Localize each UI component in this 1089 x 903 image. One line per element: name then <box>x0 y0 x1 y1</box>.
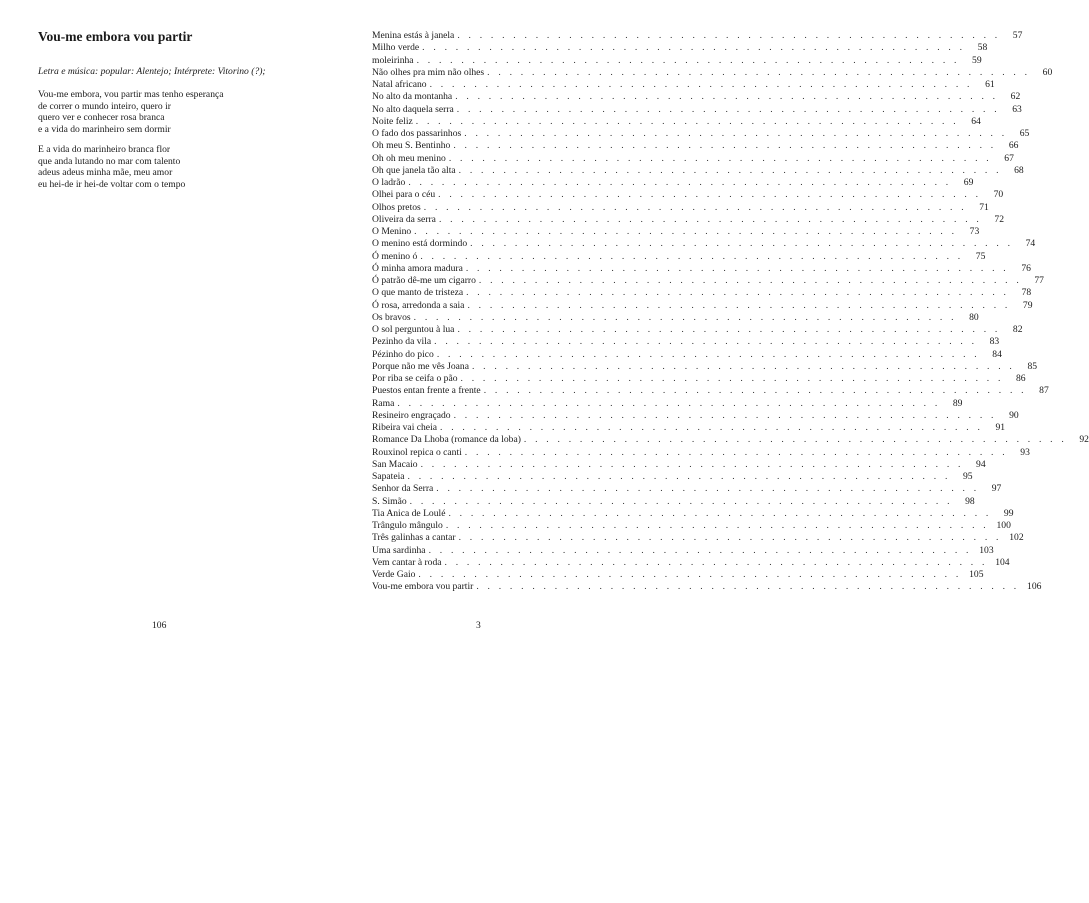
toc-entry-page: 74 <box>1025 238 1036 250</box>
toc-dot-leader: . . . . . . . . . . . . . . . . . . . . . . . . . . . . . . . . . . . . . . . . . . . . . . . . . <box>418 569 962 580</box>
right-page-number: 3 <box>476 620 481 631</box>
toc-dot-leader: . . . . . . . . . . . . . . . . . . . . . . . . . . . . . . . . . . . . . . . . . . . . . . . . . <box>467 299 1011 311</box>
toc-entry[interactable] <box>372 532 1024 544</box>
toc-dot-leader: . . . . . . . . . . . . . . . . . . . . . . . . . . . . . . . . . . . . . . . . . . . . . . . . . <box>436 483 980 495</box>
toc-entry-title: O Menino <box>372 226 414 238</box>
toc-entry-page: 100 <box>996 520 1011 531</box>
toc-entry-page: 67 <box>1004 152 1014 164</box>
verse-line: E a vida do marinheiro branca flor <box>38 144 171 155</box>
toc-dot-leader: . . . . . . . . . . . . . . . . . . . . . . . . . . . . . . . . . . . . . . . . . . . . . . . . . <box>397 397 941 409</box>
toc-entry-page: 99 <box>1003 507 1014 519</box>
toc-entry[interactable] <box>372 520 1011 532</box>
toc-entry[interactable] <box>372 152 1014 165</box>
toc-entry[interactable] <box>372 213 1004 226</box>
toc-entry-title: O que manto de tristeza <box>372 287 466 299</box>
verse-line: de correr o mundo inteiro, quero ir <box>38 100 171 112</box>
toc-entry[interactable] <box>372 140 1019 152</box>
toc-dot-leader: . . . . . . . . . . . . . . . . . . . . . . . . . . . . . . . . . . . . . . . . . . . . . . . . . <box>416 54 960 66</box>
toc-entry-page: 103 <box>979 544 994 556</box>
toc-entry-title: Puestos entan frente a frente <box>372 385 484 397</box>
toc-entry-page: 90 <box>1009 409 1019 421</box>
toc-entry-title: Noite feliz <box>372 116 416 128</box>
toc-entry-title: Por riba se ceifa o pão <box>372 373 461 385</box>
toc-entry[interactable] <box>372 556 1010 569</box>
verse-line: e a vida do marinheiro sem dormir <box>38 123 171 135</box>
verse-line: que anda lutando no mar com talento <box>38 155 181 167</box>
toc-entry[interactable] <box>372 581 1042 593</box>
toc-entry-page: 60 <box>1042 66 1053 78</box>
toc-entry[interactable] <box>372 201 989 214</box>
toc-entry-title: Tia Anica de Loulé <box>372 508 448 520</box>
toc-dot-leader: . . . . . . . . . . . . . . . . . . . . . . . . . . . . . . . . . . . . . . . . . . . . . . . . . <box>458 164 1002 176</box>
toc-entry-page: 76 <box>1021 262 1031 274</box>
toc-dot-leader: . . . . . . . . . . . . . . . . . . . . . . . . . . . . . . . . . . . . . . . . . . . . . . . . . <box>438 213 982 225</box>
toc-entry-title: No alto da montanha <box>372 91 455 103</box>
toc-dot-leader: . . . . . . . . . . . . . . . . . . . . . . . . . . . . . . . . . . . . . . . . . . . . . . . . . <box>448 152 992 164</box>
toc-entry-page: 97 <box>991 483 1002 495</box>
toc-dot-leader: . . . . . . . . . . . . . . . . . . . . . . . . . . . . . . . . . . . . . . . . . . . . . . . . . <box>476 581 1020 593</box>
toc-entry-title: Oliveira da serra <box>372 214 439 226</box>
toc-dot-leader: . . . . . . . . . . . . . . . . . . . . . . . . . . . . . . . . . . . . . . . . . . . . . . . . . <box>407 471 951 482</box>
toc-dot-leader: . . . . . . . . . . . . . . . . . . . . . . . . . . . . . . . . . . . . . . . . . . . . . . . . . <box>409 495 953 507</box>
toc-dot-leader: . . . . . . . . . . . . . . . . . . . . . . . . . . . . . . . . . . . . . . . . . . . . . . . . . <box>466 287 1010 299</box>
toc-entry[interactable] <box>372 360 1038 373</box>
toc-entry-title: Romance Da Lhoba (romance da loba) <box>372 434 524 446</box>
toc-entry-title: Senhor da Serra <box>372 483 436 495</box>
toc-entry[interactable] <box>372 42 988 54</box>
toc-dot-leader: . . . . . . . . . . . . . . . . . . . . . . . . . . . . . . . . . . . . . . . . . . . . . . . . . <box>464 128 1008 139</box>
toc-entry-page: 69 <box>963 177 974 188</box>
toc-entry[interactable] <box>372 397 963 410</box>
toc-entry-title: Rouxinol repica o canti <box>372 447 465 459</box>
toc-entry[interactable] <box>372 507 1014 520</box>
toc-entry[interactable] <box>372 79 995 91</box>
toc-entry-page: 86 <box>1015 373 1026 384</box>
toc-entry-title: Oh oh meu menino <box>372 153 449 165</box>
toc-dot-leader: . . . . . . . . . . . . . . . . . . . . . . . . . . . . . . . . . . . . . . . . . . . . . . . . . <box>414 226 958 237</box>
toc-dot-leader: . . . . . . . . . . . . . . . . . . . . . . . . . . . . . . . . . . . . . . . . . . . . . . . . . <box>487 66 1031 78</box>
toc-dot-leader: . . . . . . . . . . . . . . . . . . . . . . . . . . . . . . . . . . . . . . . . . . . . . . . . . <box>445 520 989 531</box>
toc-entry[interactable] <box>372 483 1002 495</box>
toc-entry[interactable] <box>372 238 1036 250</box>
toc-entry-page: 63 <box>1012 103 1022 115</box>
toc-dot-leader: . . . . . . . . . . . . . . . . . . . . . . . . . . . . . . . . . . . . . . . . . . . . . . . . . <box>428 544 972 556</box>
toc-entry[interactable] <box>372 409 1019 422</box>
toc-entry-title: Porque não me vês Joana <box>372 361 472 373</box>
toc-entry-title: O menino está dormindo <box>372 238 470 250</box>
toc-dot-leader: . . . . . . . . . . . . . . . . . . . . . . . . . . . . . . . . . . . . . . . . . . . . . . . . . <box>465 262 1009 274</box>
toc-entry[interactable] <box>372 385 1049 397</box>
toc-entry-title: Não olhes pra mim não olhes <box>372 67 487 79</box>
toc-entry-page: 95 <box>962 471 973 482</box>
toc-dot-leader: . . . . . . . . . . . . . . . . . . . . . . . . . . . . . . . . . . . . . . . . . . . . . . . . . <box>464 446 1008 458</box>
toc-dot-leader: . . . . . . . . . . . . . . . . . . . . . . . . . . . . . . . . . . . . . . . . . . . . . . . . . <box>453 140 997 152</box>
toc-entry-page: 94 <box>976 458 986 470</box>
toc-entry-title: Olhei para o céu <box>372 189 438 201</box>
toc-entry-title: Ó patrão dê-me um cigarro <box>372 275 479 287</box>
toc-dot-leader: . . . . . . . . . . . . . . . . . . . . . . . . . . . . . . . . . . . . . . . . . . . . . . . . . <box>471 360 1016 372</box>
toc-dot-leader: . . . . . . . . . . . . . . . . . . . . . . . . . . . . . . . . . . . . . . . . . . . . . . . . . <box>434 336 978 348</box>
toc-dot-leader: . . . . . . . . . . . . . . . . . . . . . . . . . . . . . . . . . . . . . . . . . . . . . . . . . <box>457 30 1001 41</box>
toc-entry-page: 64 <box>971 115 981 127</box>
toc-entry-page: 82 <box>1012 324 1023 335</box>
toc-dot-leader: . . . . . . . . . . . . . . . . . . . . . . . . . . . . . . . . . . . . . . . . . . . . . . . . . <box>429 79 973 90</box>
verse-line: eu hei-de ir hei-de voltar com o tempo <box>38 178 186 190</box>
toc-entry-title: O fado dos passarinhos <box>372 128 464 140</box>
toc-entry[interactable] <box>372 287 1032 299</box>
toc-entry[interactable] <box>372 299 1033 312</box>
toc-entry-page: 62 <box>1010 91 1021 103</box>
verse-line: Vou-me embora, vou partir mas tenho esperança <box>38 89 224 100</box>
toc-dot-leader: . . . . . . . . . . . . . . . . . . . . . . . . . . . . . . . . . . . . . . . . . . . . . . . . . <box>448 507 992 519</box>
toc-dot-leader: . . . . . . . . . . . . . . . . . . . . . . . . . . . . . . . . . . . . . . . . . . . . . . . . . <box>523 434 1067 446</box>
toc-entry-page: 93 <box>1020 446 1030 458</box>
toc-entry-title: Oh que janela tão alta <box>372 165 459 177</box>
toc-entry-title: Pezinho da vila <box>372 336 434 348</box>
verse-line: adeus adeus minha mãe, meu amor <box>38 167 173 178</box>
table-of-contents <box>372 30 1089 594</box>
toc-entry-page: 78 <box>1021 287 1032 299</box>
toc-dot-leader: . . . . . . . . . . . . . . . . . . . . . . . . . . . . . . . . . . . . . . . . . . . . . . . . . <box>413 311 957 323</box>
toc-dot-leader: . . . . . . . . . . . . . . . . . . . . . . . . . . . . . . . . . . . . . . . . . . . . . . . . . <box>420 250 964 262</box>
toc-entry-page: 68 <box>1014 164 1024 176</box>
right-page <box>372 30 1089 594</box>
toc-entry[interactable] <box>372 275 1044 287</box>
toc-entry-title: Oh meu S. Bentinho <box>372 140 453 152</box>
toc-entry-page: 70 <box>993 189 1004 201</box>
toc-entry-title: S. Simão <box>372 496 410 508</box>
toc-entry[interactable] <box>372 544 994 557</box>
toc-entry[interactable] <box>372 262 1031 275</box>
toc-entry[interactable] <box>372 311 979 324</box>
toc-entry-title: Trângulo mângulo <box>372 520 446 532</box>
toc-entry-title: Rama <box>372 398 397 410</box>
toc-entry-page: 75 <box>975 250 986 262</box>
toc-entry-title: Vou-me embora vou partir <box>372 581 476 593</box>
toc-entry-title: moleirinha <box>372 55 417 67</box>
toc-entry-title: Ó rosa, arredonda a saia <box>372 300 467 312</box>
toc-dot-leader: . . . . . . . . . . . . . . . . . . . . . . . . . . . . . . . . . . . . . . . . . . . . . . . . . <box>453 409 997 421</box>
toc-entry[interactable] <box>372 164 1024 177</box>
toc-entry-title: San Macaio <box>372 459 421 471</box>
toc-dot-leader: . . . . . . . . . . . . . . . . . . . . . . . . . . . . . . . . . . . . . . . . . . . . . . . . . <box>422 42 966 54</box>
toc-entry-title: Ribeira vai cheia <box>372 422 440 434</box>
toc-dot-leader: . . . . . . . . . . . . . . . . . . . . . . . . . . . . . . . . . . . . . . . . . . . . . . . . . <box>420 458 964 470</box>
toc-entry[interactable] <box>372 91 1021 103</box>
toc-entry-page: 65 <box>1019 128 1030 139</box>
toc-dot-leader: . . . . . . . . . . . . . . . . . . . . . . . . . . . . . . . . . . . . . . . . . . . . . . . . . <box>478 275 1022 286</box>
toc-entry[interactable] <box>372 250 986 263</box>
toc-entry[interactable] <box>372 458 986 471</box>
toc-entry-title: Ó menino ó <box>372 251 420 263</box>
toc-entry[interactable] <box>372 66 1053 79</box>
toc-entry-title: Menina estás à janela <box>372 30 457 42</box>
toc-dot-leader: . . . . . . . . . . . . . . . . . . . . . . . . . . . . . . . . . . . . . . . . . . . . . . . . . <box>460 373 1004 384</box>
toc-entry[interactable] <box>372 422 1006 434</box>
stanza-1 <box>38 89 300 135</box>
toc-dot-leader: . . . . . . . . . . . . . . . . . . . . . . . . . . . . . . . . . . . . . . . . . . . . . . . . . <box>438 189 982 201</box>
toc-entry-page: 105 <box>969 569 984 580</box>
toc-entry-page: 58 <box>977 42 988 54</box>
verse-line: quero ver e conhecer rosa branca <box>38 112 165 123</box>
toc-entry[interactable] <box>372 471 973 483</box>
toc-dot-leader: . . . . . . . . . . . . . . . . . . . . . . . . . . . . . . . . . . . . . . . . . . . . . . . . . <box>415 115 959 127</box>
toc-entry-page: 89 <box>952 397 963 409</box>
toc-entry[interactable] <box>372 446 1030 459</box>
toc-entry-page: 80 <box>969 311 979 323</box>
song-credits: Letra e música: popular: Alentejo; Intérprete: Vitorino (?); <box>38 66 266 77</box>
toc-entry-title: Os bravos <box>372 312 414 324</box>
toc-entry-title: Sapateia <box>372 471 408 483</box>
toc-dot-leader: . . . . . . . . . . . . . . . . . . . . . . . . . . . . . . . . . . . . . . . . . . . . . . . . . <box>436 348 980 360</box>
toc-dot-leader: . . . . . . . . . . . . . . . . . . . . . . . . . . . . . . . . . . . . . . . . . . . . . . . . . <box>457 324 1001 335</box>
toc-entry-title: Ó minha amora madura <box>372 263 466 275</box>
toc-entry-page: 87 <box>1039 385 1049 397</box>
toc-entry-title: Natal africano <box>372 79 430 91</box>
toc-entry[interactable] <box>372 434 1089 446</box>
toc-entry-page: 73 <box>969 226 980 237</box>
toc-entry-page: 104 <box>995 556 1010 568</box>
toc-entry-title: Resineiro engraçado <box>372 410 454 422</box>
toc-entry[interactable] <box>372 54 982 67</box>
toc-entry-page: 92 <box>1079 434 1089 446</box>
song-title: Vou-me embora vou partir <box>38 29 193 44</box>
toc-dot-leader: . . . . . . . . . . . . . . . . . . . . . . . . . . . . . . . . . . . . . . . . . . . . . . . . . <box>440 422 984 433</box>
toc-entry[interactable] <box>372 569 984 581</box>
toc-entry-title: Uma sardinha <box>372 545 429 557</box>
toc-dot-leader: . . . . . . . . . . . . . . . . . . . . . . . . . . . . . . . . . . . . . . . . . . . . . . . . . <box>458 532 1002 544</box>
toc-entry-page: 85 <box>1027 360 1038 372</box>
toc-dot-leader: . . . . . . . . . . . . . . . . . . . . . . . . . . . . . . . . . . . . . . . . . . . . . . . . . <box>408 177 952 188</box>
toc-entry[interactable] <box>372 115 981 128</box>
toc-entry[interactable] <box>372 128 1030 140</box>
stanza-2 <box>38 144 300 190</box>
toc-entry-page: 77 <box>1034 275 1044 286</box>
toc-entry-page: 79 <box>1022 299 1033 311</box>
toc-entry[interactable] <box>372 495 975 508</box>
toc-entry-page: 61 <box>985 79 995 90</box>
toc-entry-page: 106 <box>1027 581 1042 593</box>
toc-entry-title: Olhos pretos <box>372 202 424 214</box>
toc-entry-page: 91 <box>995 422 1006 433</box>
toc-entry[interactable] <box>372 324 1023 336</box>
toc-entry-title: O sol perguntou à lua <box>372 324 457 336</box>
toc-entry-title: Pézinho do pico <box>372 349 437 361</box>
toc-entry[interactable] <box>372 348 1002 361</box>
toc-entry-page: 98 <box>965 495 975 507</box>
toc-entry[interactable] <box>372 103 1022 116</box>
toc-entry-title: Milho verde <box>372 42 422 54</box>
toc-dot-leader: . . . . . . . . . . . . . . . . . . . . . . . . . . . . . . . . . . . . . . . . . . . . . . . . . <box>455 91 999 103</box>
toc-entry-title: No alto daquela serra <box>372 104 457 116</box>
toc-entry[interactable] <box>372 226 980 238</box>
toc-entry-page: 83 <box>989 336 1000 348</box>
toc-entry[interactable] <box>372 336 1000 348</box>
left-page <box>38 29 300 199</box>
toc-entry-page: 102 <box>1009 532 1024 544</box>
toc-entry-title: Vem cantar à roda <box>372 557 445 569</box>
toc-entry-title: Três galinhas a cantar <box>372 532 459 544</box>
toc-entry-title: O ladrão <box>372 177 408 189</box>
toc-entry-page: 71 <box>979 201 989 213</box>
toc-entry-title: Verde Gaio <box>372 569 418 581</box>
toc-entry-page: 57 <box>1012 30 1023 41</box>
toc-dot-leader: . . . . . . . . . . . . . . . . . . . . . . . . . . . . . . . . . . . . . . . . . . . . . . . . . <box>483 385 1027 397</box>
toc-entry[interactable] <box>372 30 1023 42</box>
toc-entry-page: 66 <box>1008 140 1019 152</box>
toc-entry[interactable] <box>372 189 1004 201</box>
toc-entry-page: 84 <box>992 348 1002 360</box>
toc-dot-leader: . . . . . . . . . . . . . . . . . . . . . . . . . . . . . . . . . . . . . . . . . . . . . . . . . <box>423 201 967 213</box>
toc-dot-leader: . . . . . . . . . . . . . . . . . . . . . . . . . . . . . . . . . . . . . . . . . . . . . . . . . <box>456 103 1000 115</box>
left-page-number: 106 <box>152 620 167 631</box>
toc-entry[interactable] <box>372 373 1026 385</box>
toc-entry-page: 59 <box>972 54 982 66</box>
toc-entry[interactable] <box>372 177 974 189</box>
toc-dot-leader: . . . . . . . . . . . . . . . . . . . . . . . . . . . . . . . . . . . . . . . . . . . . . . . . . <box>444 556 988 568</box>
toc-dot-leader: . . . . . . . . . . . . . . . . . . . . . . . . . . . . . . . . . . . . . . . . . . . . . . . . . <box>470 238 1014 250</box>
toc-entry-page: 72 <box>994 213 1004 225</box>
